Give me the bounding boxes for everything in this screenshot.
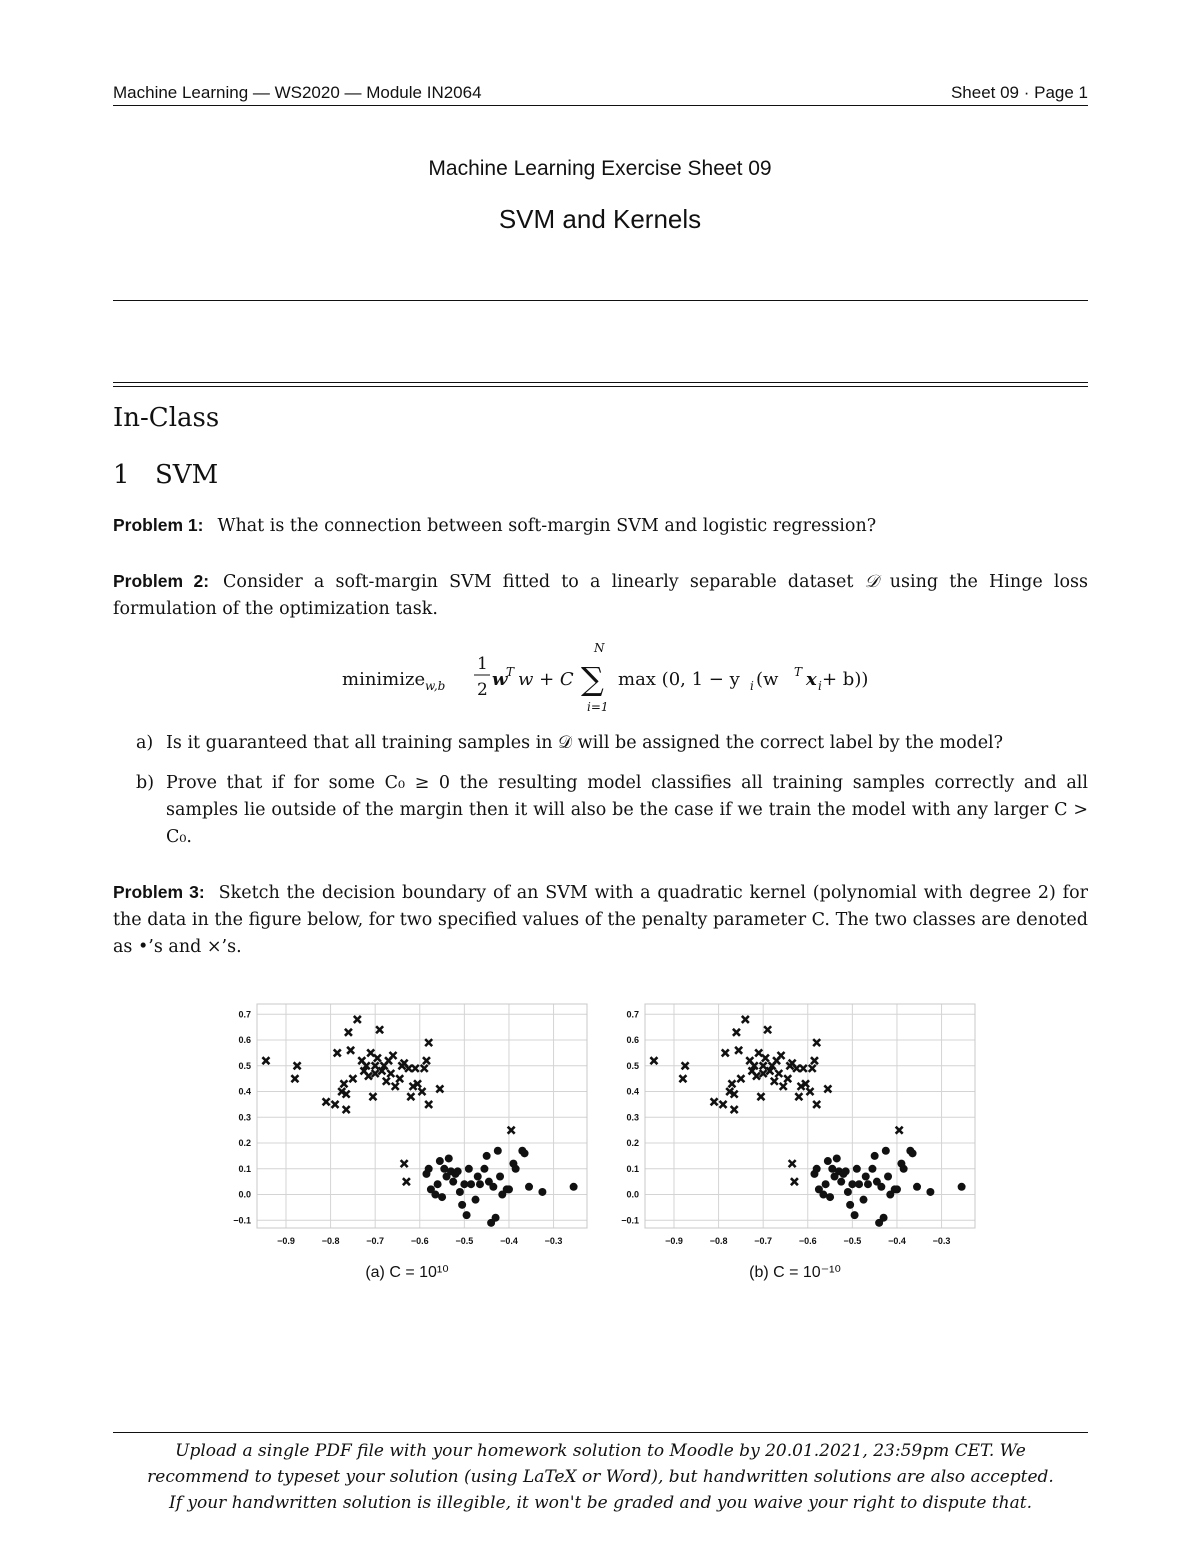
dot-point — [877, 1183, 885, 1191]
x-tick-label: −0.6 — [798, 1236, 817, 1246]
dot-point — [833, 1154, 841, 1162]
cross-point — [728, 1080, 735, 1087]
dot-point — [465, 1165, 473, 1173]
dot-point — [434, 1180, 442, 1188]
eq-term1: w — [492, 669, 508, 690]
cross-point — [784, 1075, 791, 1082]
x-tick-label: −0.9 — [277, 1236, 295, 1246]
dot-point — [505, 1185, 513, 1193]
item-b-label: b) — [136, 773, 155, 793]
dot-point — [884, 1173, 892, 1181]
dot-point — [454, 1167, 462, 1175]
problem-1-text: What is the connection between soft-margin SVM and logistic regression? — [217, 516, 877, 536]
cross-point — [737, 1075, 744, 1082]
dot-point — [512, 1165, 520, 1173]
cross-point — [650, 1057, 657, 1064]
cross-point — [780, 1083, 787, 1090]
y-tick-label: 0.4 — [238, 1086, 251, 1097]
eq-end-expression: + b)) — [822, 669, 869, 690]
sheet-subtitle: SVM and Kernels — [498, 204, 702, 234]
hinge-loss-equation — [0, 642, 1200, 722]
plot-grid — [645, 1004, 975, 1228]
dot-point — [438, 1193, 446, 1201]
dot-point — [474, 1173, 482, 1181]
problem-3-label: Problem 3: — [113, 882, 205, 902]
x-tick-label: −0.7 — [754, 1236, 773, 1246]
cross-point — [407, 1093, 414, 1100]
dot-point — [494, 1147, 502, 1155]
cross-point — [383, 1078, 390, 1085]
cross-point — [722, 1049, 729, 1056]
dataset-symbol: 𝒟 — [864, 572, 879, 592]
y-tick-label: 0.4 — [626, 1086, 639, 1097]
dot-point — [862, 1173, 870, 1181]
eq-frac-num: 1 — [477, 654, 488, 674]
y-tick-label: 0.3 — [626, 1112, 639, 1123]
cross-point — [347, 1047, 354, 1054]
cross-point — [742, 1016, 749, 1023]
problem-2-label: Problem 2: — [113, 571, 210, 591]
running-header-right: Sheet 09 · Page 1 — [950, 83, 1088, 102]
eq-frac-den: 2 — [477, 680, 488, 700]
cross-point — [679, 1075, 686, 1082]
y-tick-label: 0.1 — [238, 1163, 251, 1174]
y-tick-label: 0.6 — [626, 1035, 639, 1046]
eq-term2: w + C — [518, 669, 574, 690]
cross-point — [262, 1057, 269, 1064]
dot-point — [913, 1183, 921, 1191]
dot-point — [521, 1149, 529, 1157]
dot-point — [837, 1178, 845, 1186]
x-tick-label: −0.3 — [932, 1236, 951, 1246]
problem-1 — [113, 512, 1088, 540]
dot-point — [826, 1193, 834, 1201]
problem-3-text: Sketch the decision boundary of an SVM with a quadratic kernel (polynomial with degree 2) for the data in the figure below, for two specified values of the penalty parameter C. The two classes are denoted as •’s and ×’s. — [113, 883, 1088, 957]
cross-point — [720, 1101, 727, 1108]
cross-point — [735, 1047, 742, 1054]
problem-2-text-after: using the Hinge loss formulation of the optimization task. — [113, 572, 1088, 619]
x-tick-label: −0.4 — [500, 1236, 518, 1246]
cross-point — [423, 1057, 430, 1064]
footer-rule — [113, 1432, 1088, 1433]
y-tick-label: 0.3 — [238, 1112, 251, 1123]
eq-sub-i-2: i — [818, 679, 822, 693]
cross-point — [795, 1093, 802, 1100]
dot-point — [882, 1147, 890, 1155]
dot-point — [483, 1152, 491, 1160]
cross-point — [775, 1070, 782, 1077]
cross-point — [291, 1075, 298, 1082]
cross-point — [390, 1052, 397, 1059]
x-tick-label: −0.8 — [709, 1236, 728, 1246]
y-tick-label: 0.1 — [626, 1163, 639, 1174]
dot-point — [463, 1211, 471, 1219]
dot-point — [492, 1214, 500, 1222]
title-rule-top — [113, 300, 1088, 301]
dot-point — [909, 1149, 917, 1157]
y-tick-label: −0.1 — [621, 1215, 639, 1226]
cross-point — [387, 1070, 394, 1077]
cross-point — [711, 1098, 718, 1105]
section-heading — [113, 460, 218, 490]
cross-point — [813, 1101, 820, 1108]
y-tick-label: 0.7 — [626, 1009, 639, 1020]
plot-grid — [257, 1004, 587, 1228]
scatter-plot-b-canvas — [600, 998, 990, 1260]
dot-point — [868, 1165, 876, 1173]
eq-max-expression: max (0, 1 − y — [618, 669, 740, 690]
scatter-plot-a-canvas — [212, 998, 602, 1260]
dot-point — [570, 1183, 578, 1191]
x-tick-label: −0.3 — [544, 1236, 563, 1246]
x-tick-label: −0.7 — [366, 1236, 385, 1246]
dot-point — [436, 1157, 444, 1165]
x-tick-label: −0.4 — [888, 1236, 906, 1246]
running-header-left: Machine Learning — WS2020 — Module IN2064 — [113, 83, 482, 102]
cross-point — [345, 1029, 352, 1036]
dot-point — [538, 1188, 546, 1196]
item-a-text: Is it guaranteed that all training samples in 𝒟 will be assigned the correct label by the model? — [166, 733, 1004, 753]
caption-a: (a) C = 10¹⁰ — [365, 1264, 449, 1281]
caption-b: (b) C = 10⁻¹⁰ — [749, 1264, 841, 1281]
eq-sum-lower: i=1 — [587, 700, 609, 714]
cross-point — [791, 1178, 798, 1185]
y-tick-label: 0.5 — [626, 1060, 639, 1071]
dot-point — [851, 1211, 859, 1219]
eq-sum-upper: N — [594, 642, 605, 655]
cross-point — [354, 1016, 361, 1023]
dot-point — [900, 1165, 908, 1173]
header-rule — [113, 105, 1088, 106]
cross-point — [392, 1083, 399, 1090]
problem-2-item-a — [136, 730, 1088, 757]
item-b-text: Prove that if for some C₀ ≥ 0 the resulting model classifies all training samples correctly and all samples lie outside of the margin then it will also be the case if we train the model with any larger C > C₀. — [166, 773, 1088, 847]
cross-point — [401, 1160, 408, 1167]
cross-point — [811, 1057, 818, 1064]
problem-3 — [113, 879, 1088, 961]
cross-point — [764, 1026, 771, 1033]
dot-point — [926, 1188, 934, 1196]
dot-point — [871, 1152, 879, 1160]
dot-point — [445, 1154, 453, 1162]
eq-transpose: T — [506, 665, 515, 679]
cross-point — [425, 1101, 432, 1108]
dot-point — [822, 1180, 830, 1188]
section-title: SVM — [155, 460, 219, 490]
dot-point — [880, 1214, 888, 1222]
dot-point — [864, 1180, 872, 1188]
y-tick-label: 0.0 — [238, 1189, 251, 1200]
eq-x-term: x — [806, 669, 817, 690]
scatter-plot-a — [212, 998, 602, 1298]
x-tick-label: −0.5 — [843, 1236, 862, 1246]
cross-point — [334, 1049, 341, 1056]
dot-point — [846, 1201, 854, 1209]
y-tick-label: 0.2 — [238, 1138, 251, 1149]
cross-point — [376, 1026, 383, 1033]
dot-point — [458, 1201, 466, 1209]
footer-line-3: If your handwritten solution is illegible, it won't be graded and you waive your right to dispute that. — [168, 1493, 1032, 1513]
x-tick-label: −0.5 — [455, 1236, 474, 1246]
eq-minimize: minimize — [342, 669, 426, 690]
cross-point — [403, 1178, 410, 1185]
dot-point — [958, 1183, 966, 1191]
sheet-title: Machine Learning Exercise Sheet 09 — [428, 157, 772, 180]
dot-point — [813, 1165, 821, 1173]
dot-point — [476, 1180, 484, 1188]
scatter-plot-b — [600, 998, 990, 1298]
dot-point — [480, 1165, 488, 1173]
dot-point — [472, 1196, 480, 1204]
title-rule-double-2 — [113, 386, 1088, 387]
x-tick-label: −0.9 — [665, 1236, 683, 1246]
cross-point — [323, 1098, 330, 1105]
eq-transpose-2: T — [794, 665, 803, 679]
y-tick-label: 0.2 — [626, 1138, 639, 1149]
dot-point — [824, 1157, 832, 1165]
cross-point — [778, 1052, 785, 1059]
problem-1-label: Problem 1: — [113, 515, 204, 535]
title-rule-double-1 — [113, 382, 1088, 383]
footer-line-1: Upload a single PDF file with your homework solution to Moodle by 20.01.2021, 23:59pm CET. We — [175, 1441, 1026, 1461]
cross-point — [733, 1029, 740, 1036]
footer-note — [113, 1438, 1088, 1516]
dot-point — [525, 1183, 533, 1191]
y-tick-label: 0.7 — [238, 1009, 251, 1020]
in-class-heading: In-Class — [113, 403, 220, 433]
dot-point — [855, 1180, 863, 1188]
section-number: 1 — [113, 460, 130, 490]
cross-point — [771, 1078, 778, 1085]
dot-point — [425, 1165, 433, 1173]
y-tick-label: −0.1 — [233, 1215, 251, 1226]
problem-2 — [113, 568, 1088, 623]
dot-point — [853, 1165, 861, 1173]
dot-point — [842, 1167, 850, 1175]
dot-point — [496, 1173, 504, 1181]
dot-point — [893, 1185, 901, 1193]
dot-point — [844, 1188, 852, 1196]
x-tick-label: −0.6 — [410, 1236, 429, 1246]
eq-max-tail: (w — [756, 669, 779, 690]
x-tick-label: −0.8 — [321, 1236, 340, 1246]
cross-point — [340, 1080, 347, 1087]
cross-point — [343, 1106, 350, 1113]
y-tick-label: 0.5 — [238, 1060, 251, 1071]
eq-minimize-subscript: w,b — [425, 679, 446, 693]
problem-2-text-before: Consider a soft-margin SVM fitted to a linearly separable dataset — [223, 572, 854, 592]
problem-2-item-b — [136, 770, 1088, 851]
dot-point — [449, 1178, 457, 1186]
dot-point — [489, 1183, 497, 1191]
cross-point — [332, 1101, 339, 1108]
y-tick-label: 0.0 — [626, 1189, 639, 1200]
item-a-label: a) — [136, 733, 154, 753]
cross-point — [789, 1160, 796, 1167]
cross-point — [731, 1106, 738, 1113]
dot-point — [860, 1196, 868, 1204]
dot-point — [467, 1180, 475, 1188]
eq-sum-symbol: ∑ — [581, 660, 604, 698]
dot-point — [456, 1188, 464, 1196]
y-tick-label: 0.6 — [238, 1035, 251, 1046]
cross-point — [396, 1075, 403, 1082]
eq-sub-i-1: i — [750, 679, 754, 693]
footer-line-2: recommend to typeset your solution (using LaTeX or Word), but handwritten solutions are also accepted. — [147, 1467, 1054, 1487]
cross-point — [349, 1075, 356, 1082]
